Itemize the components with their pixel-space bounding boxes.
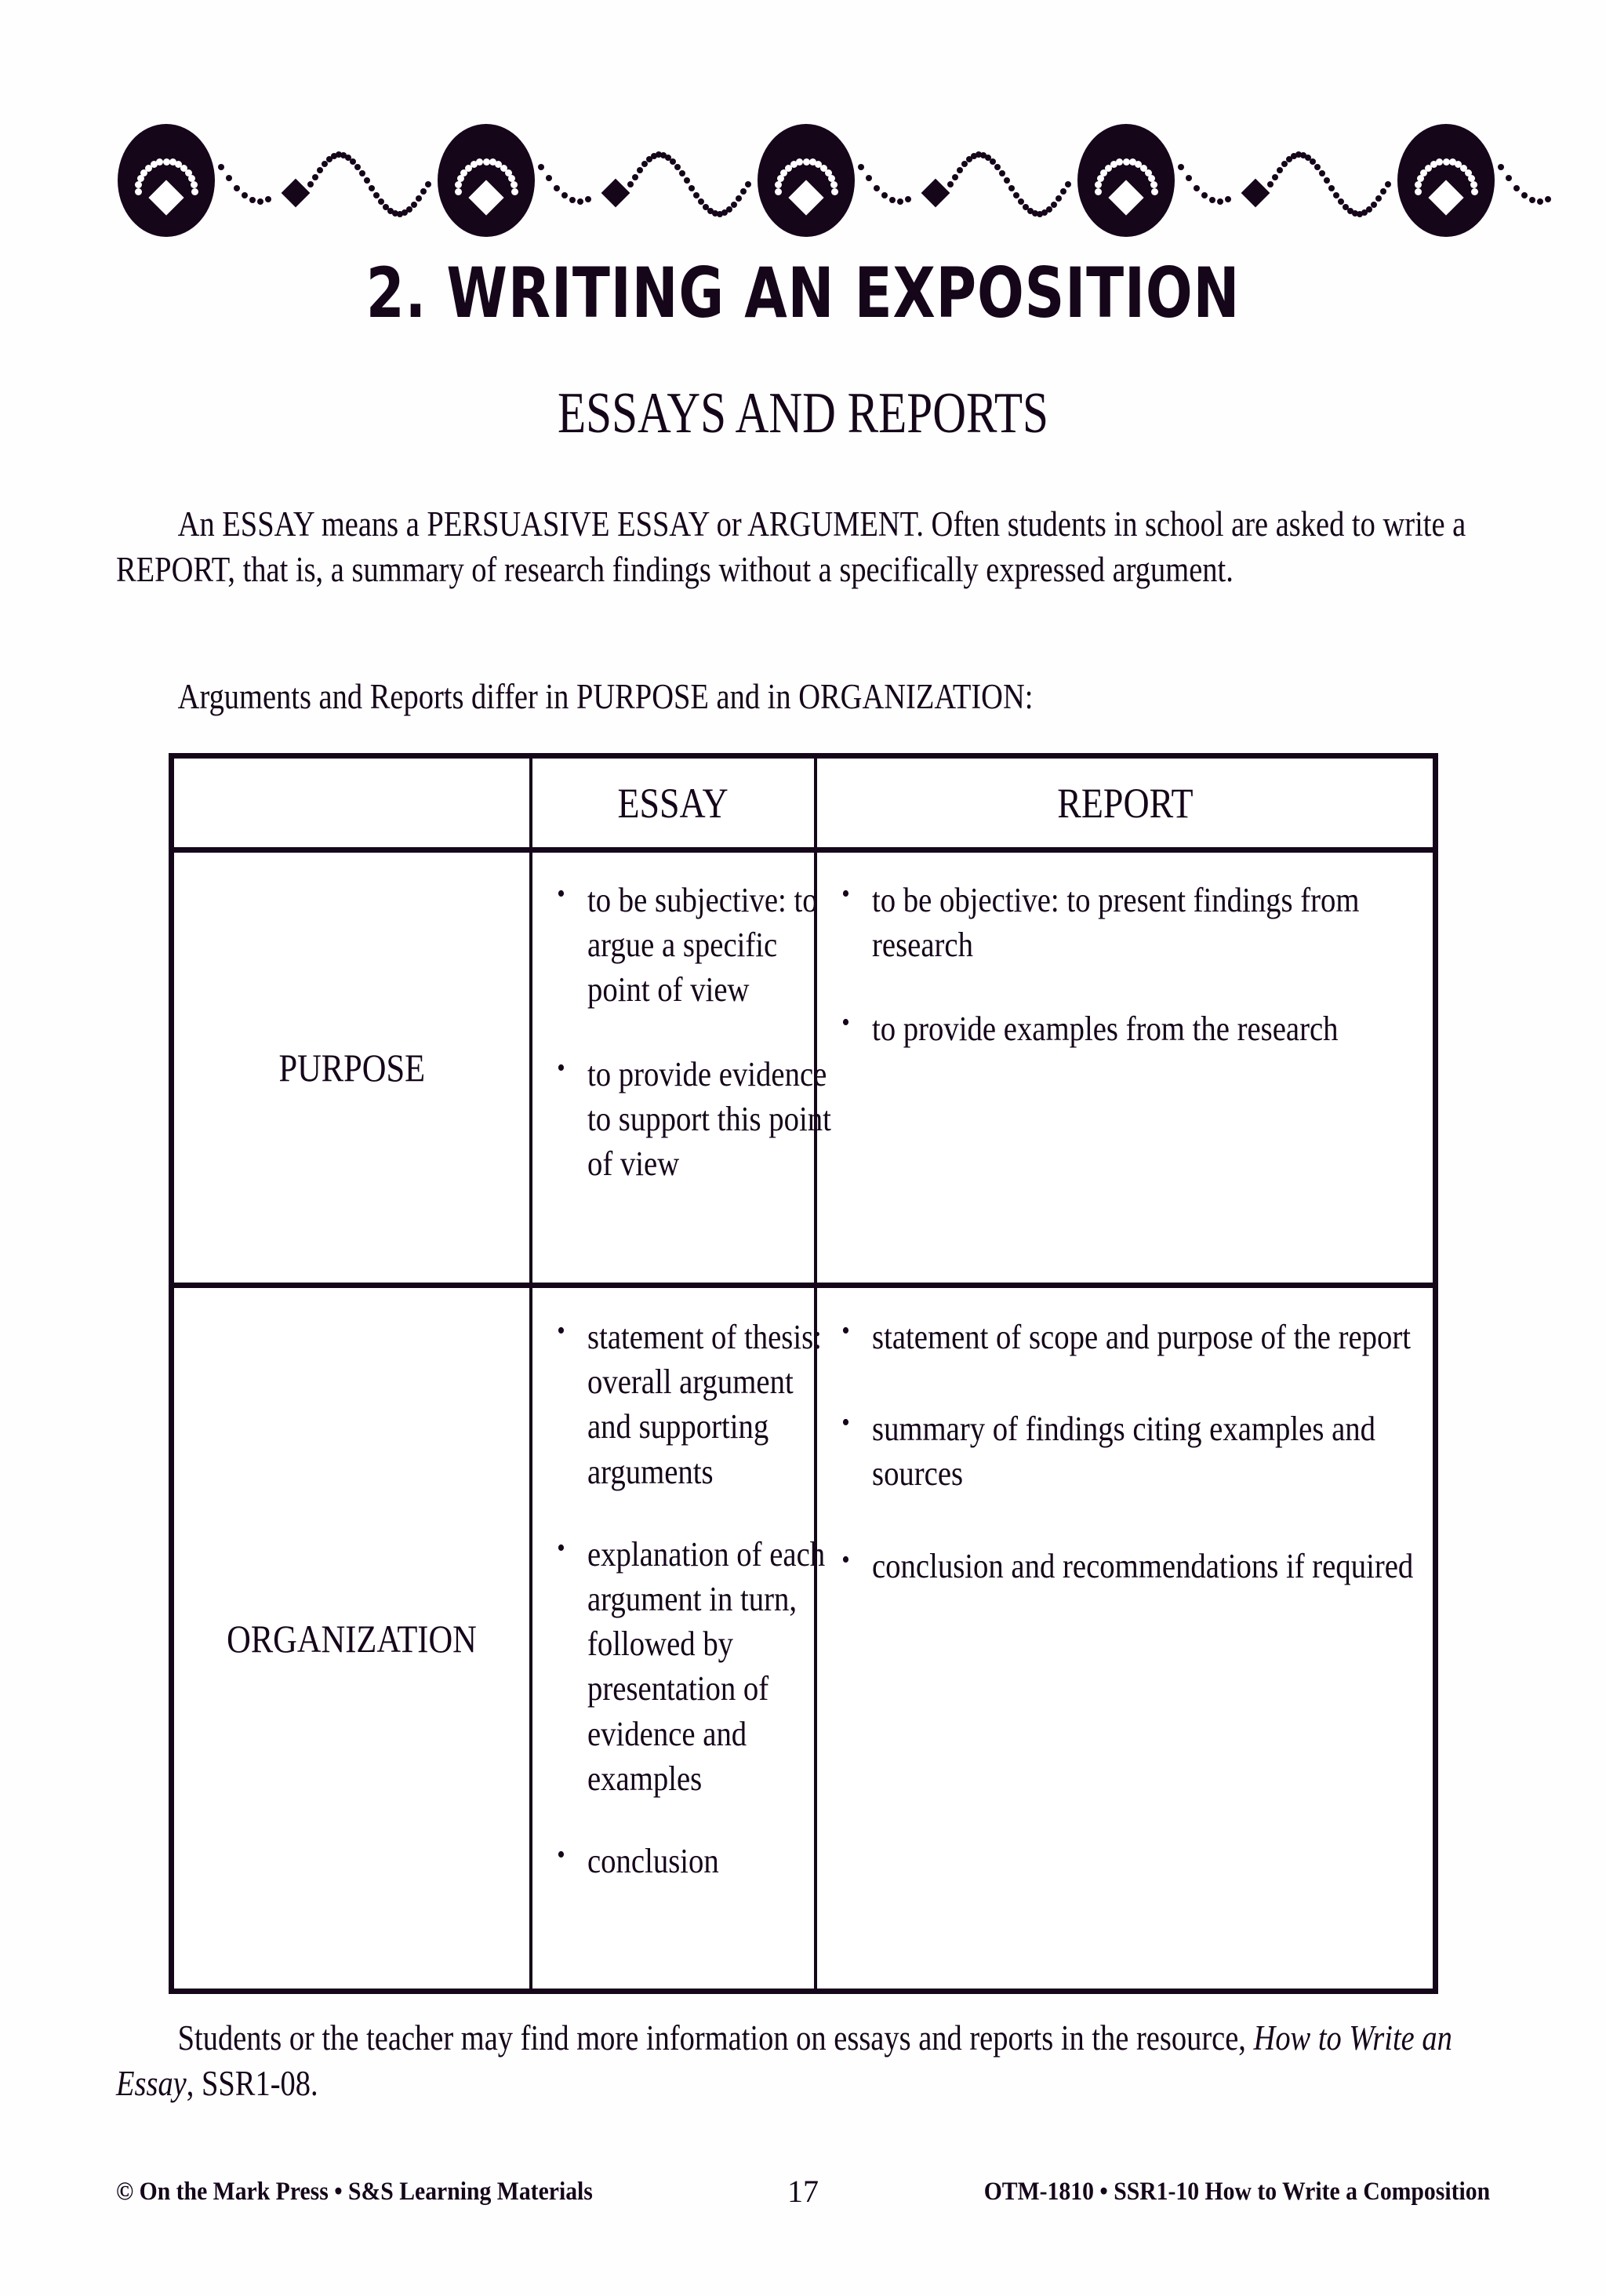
closing-lead: Students or the teacher may find more information on essays and reports in the resource, [177, 2018, 1254, 2058]
ornament-tail-icon [1175, 137, 1233, 224]
ornament-squiggle-icon [913, 137, 1077, 224]
closing-paragraph [116, 2016, 1531, 2106]
ornament-disc-icon [438, 124, 535, 237]
footer-page-number: 17 [787, 2174, 819, 2209]
header-cell-essay [532, 759, 817, 847]
footer-product-code: OTM-1810 • SSR1-10 How to Write a Composition [983, 2177, 1490, 2206]
column-header-label: ESSAY [617, 779, 729, 827]
ornament-disc-icon [1077, 124, 1175, 237]
cell-organization-report [817, 1288, 1433, 1989]
footer-copyright: © On the Mark Press • S&S Learning Materials [116, 2177, 593, 2206]
ornament-tail-icon [215, 137, 273, 224]
cell-organization-essay [532, 1288, 826, 1989]
bullet-list [817, 853, 1433, 1283]
table-header-row [174, 759, 1433, 853]
ornament-unit [1397, 124, 1553, 237]
list-item: • conclusion [553, 1839, 837, 1883]
ornament-tail-icon [855, 137, 913, 224]
row-header-purpose [174, 853, 532, 1283]
cell-purpose-essay [532, 853, 831, 1283]
ornament-unit [1077, 124, 1397, 237]
page-title: 2. WRITING AN EXPOSITION [365, 253, 1241, 333]
list-item: • statement of thesis: overall argument and supporting arguments [553, 1315, 837, 1494]
table-row-purpose [174, 853, 1433, 1288]
list-item: • to be subjective: to argue a specific point of view [553, 878, 837, 1013]
decorative-border-ornament [118, 118, 1498, 243]
resource-title: How to Write an Essay [116, 2018, 1452, 2103]
ornament-tail-icon [535, 137, 593, 224]
row-header-organization [174, 1288, 532, 1989]
bullet-list [532, 853, 831, 1283]
list-item: • to provide examples from the research [838, 1006, 1451, 1051]
row-header-label: ORGANIZATION [227, 1616, 477, 1661]
table-row-organization [174, 1288, 1433, 1989]
intro-paragraph: An ESSAY means a PERSUASIVE ESSAY or ARGUMENT. Often students in school are asked to write a REPORT, that is, a summary of research findings without a specifically expressed argument. [116, 504, 1466, 589]
page-subtitle: ESSAYS AND REPORTS [558, 381, 1048, 446]
list-item: • statement of scope and purpose of the report [838, 1315, 1451, 1359]
bullet-list [532, 1288, 826, 1989]
list-item: • summary of findings citing examples and sources [838, 1406, 1451, 1496]
lead-in-paragraph: Arguments and Reports differ in PURPOSE and in ORGANIZATION: [177, 677, 1034, 716]
ornament-squiggle-icon [1233, 137, 1397, 224]
ornament-disc-icon [118, 124, 215, 237]
list-item: • conclusion and recommendations if required [838, 1544, 1451, 1588]
ornament-unit [758, 124, 1077, 237]
list-item: • to provide evidence to support this point of view [553, 1052, 837, 1187]
list-item: • to be objective: to present findings from research [838, 878, 1451, 967]
ornament-squiggle-icon [273, 137, 438, 224]
row-header-label: PURPOSE [278, 1046, 425, 1090]
column-header-label: REPORT [1056, 779, 1194, 827]
ornament-disc-icon [758, 124, 855, 237]
header-cell-report [817, 759, 1433, 847]
ornament-unit [118, 124, 438, 237]
header-cell-blank [174, 759, 532, 847]
essay-report-comparison-table [169, 753, 1438, 1994]
page-footer [116, 2172, 1490, 2211]
ornament-tail-icon [1495, 137, 1553, 224]
bullet-list [817, 1288, 1433, 1989]
ornament-unit [438, 124, 758, 237]
list-item: • explanation of each argument in turn, followed by presentation of evidence and examples [553, 1532, 837, 1801]
ornament-squiggle-icon [593, 137, 758, 224]
ornament-disc-icon [1397, 124, 1495, 237]
cell-purpose-report [817, 853, 1433, 1283]
closing-tail: , SSR1-08. [186, 2063, 318, 2103]
